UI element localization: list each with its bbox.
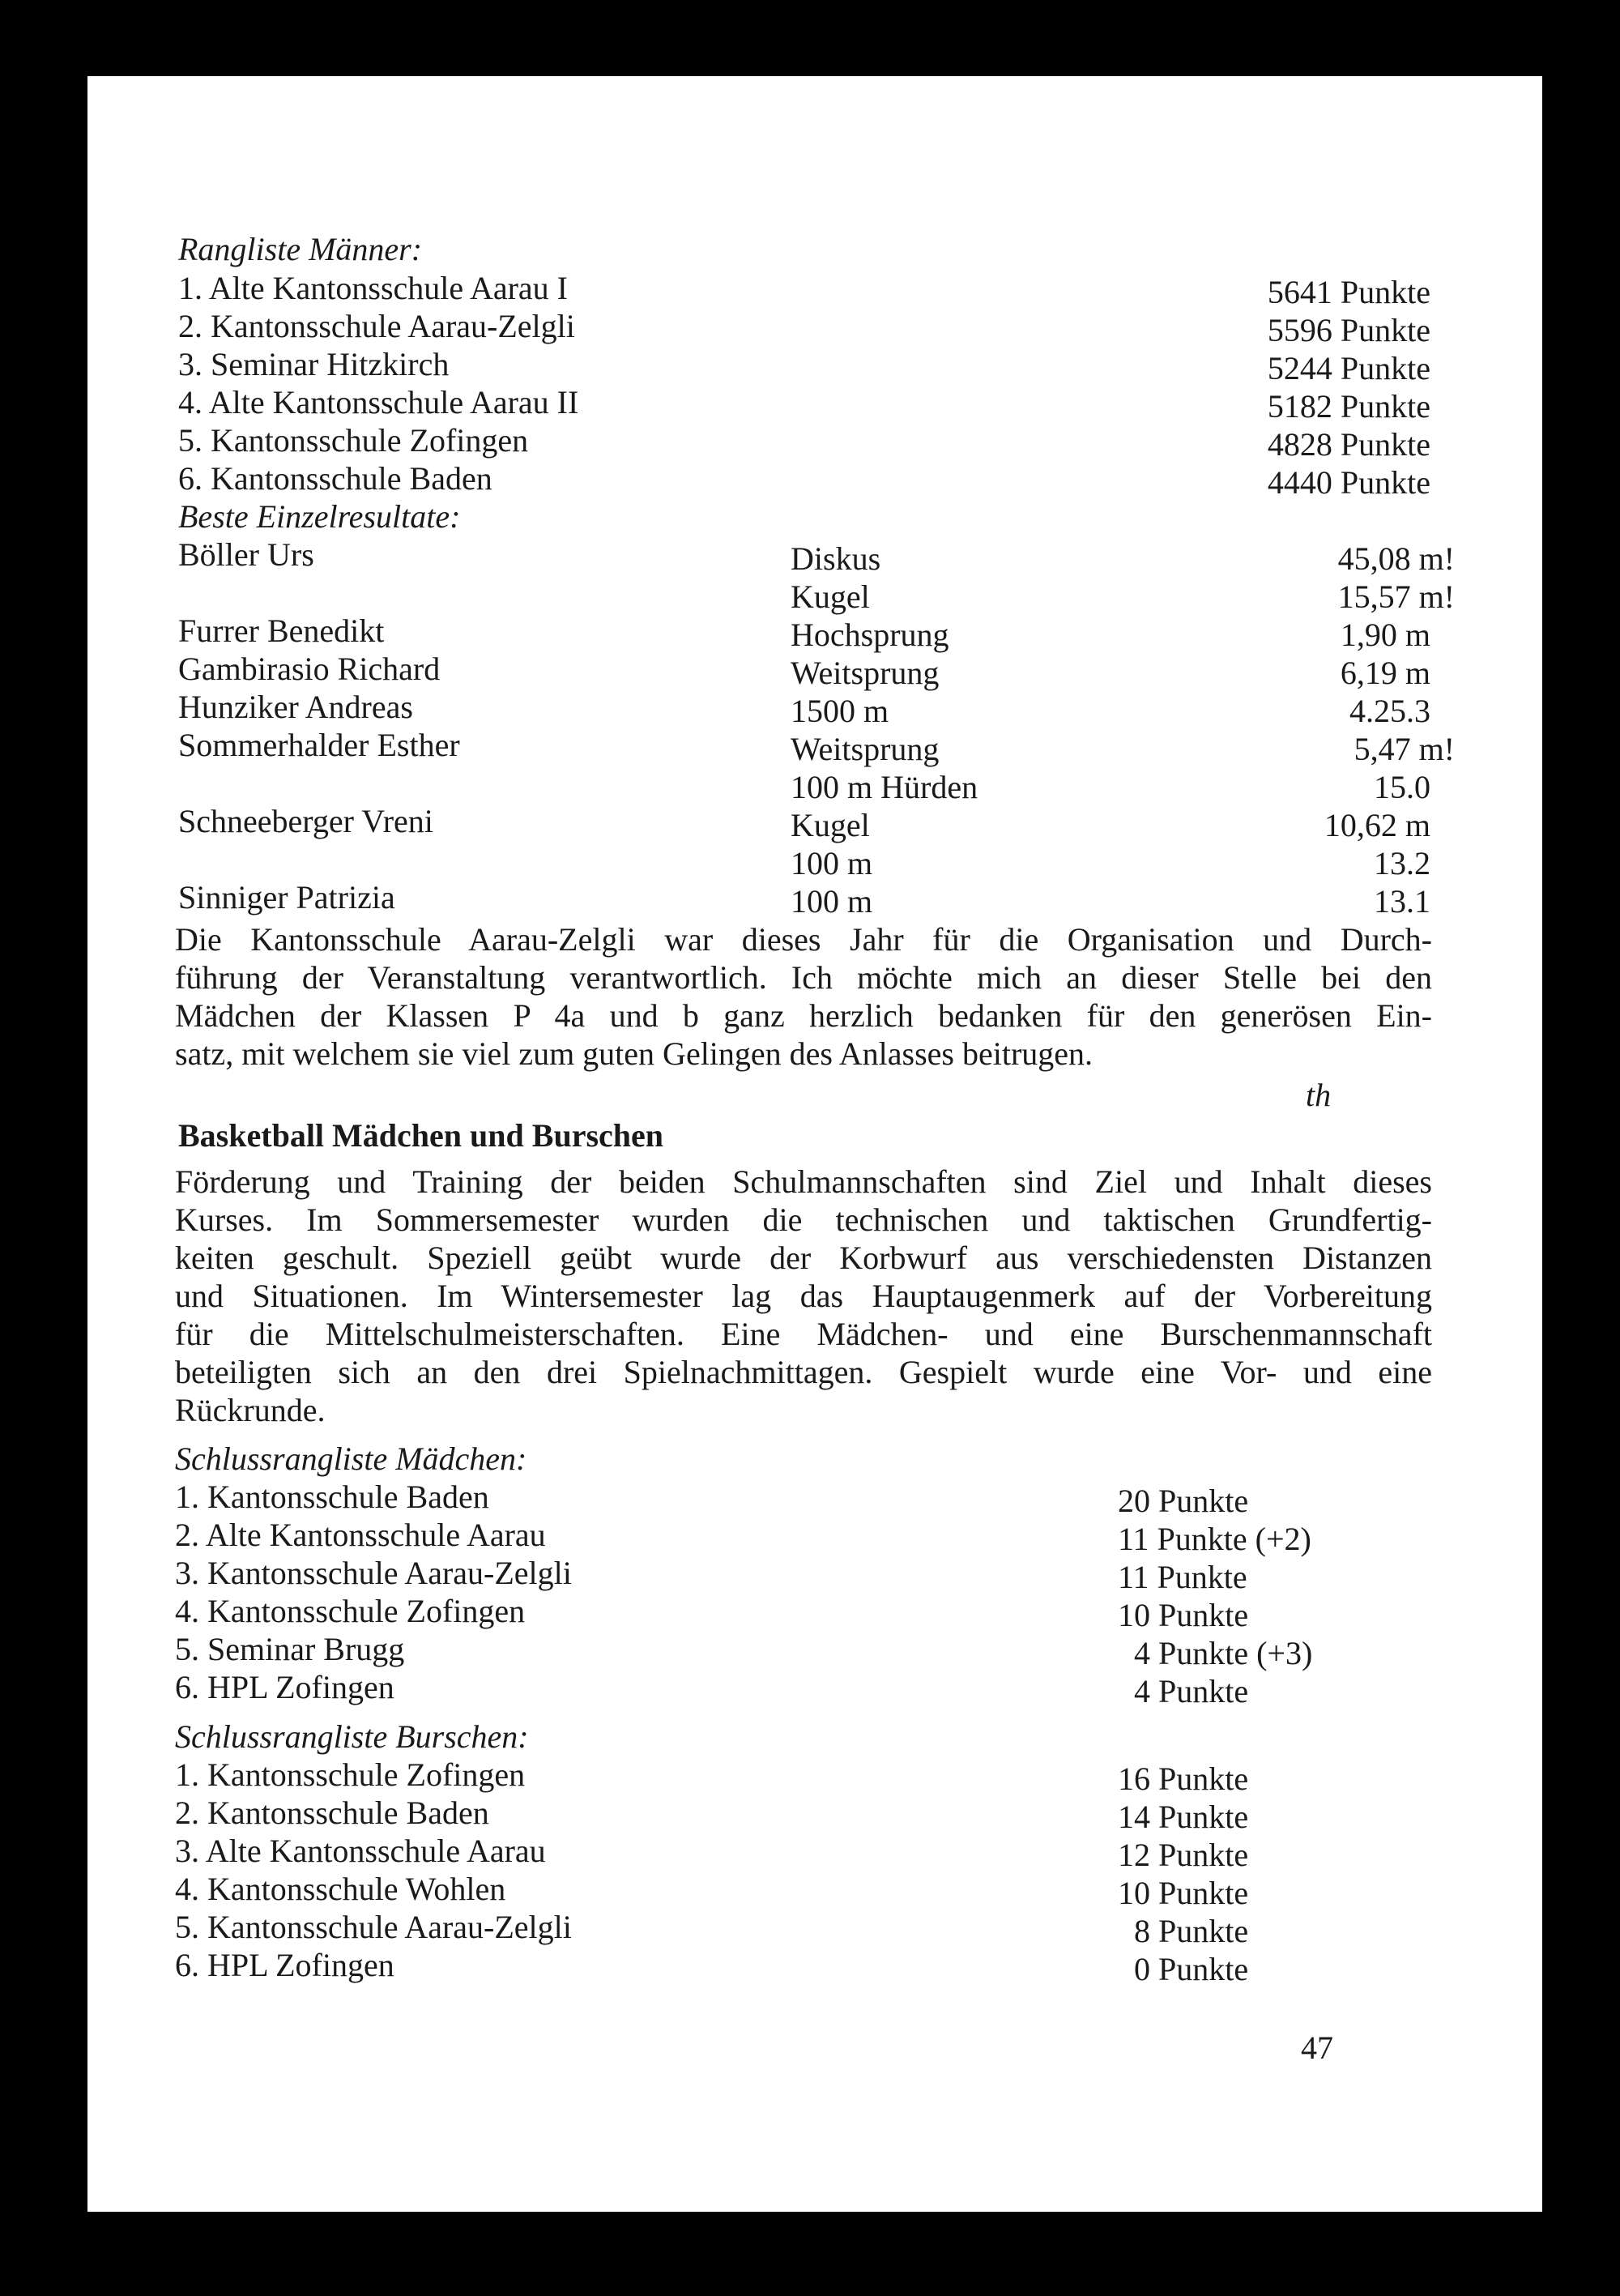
result-value: 4.25.3 [1349,693,1430,729]
girls-rank-6: 6. HPL Zofingen [175,1669,394,1705]
boys-points-4: 10 Punkte [1118,1875,1249,1911]
men-rank-5: 5. Kantonsschule Zofingen [178,422,529,459]
result-value: 15,57 m! [1337,578,1455,615]
result-discipline: 1500 m [791,693,889,729]
section-title-men: Rangliste Männer: [178,231,423,267]
men-points-3: 5244 Punkte [1267,350,1430,386]
result-name: Sinniger Patrizia [178,879,395,915]
girls-points-4: 10 Punkte [1118,1597,1249,1633]
section-title-individual: Beste Einzelresultate: [178,498,461,535]
men-points-6: 4440 Punkte [1267,464,1430,501]
result-name: Schneeberger Vreni [178,803,433,839]
section-title-girls: Schlussrangliste Mädchen: [175,1440,527,1477]
girls-points-2: 11 Punkte (+2) [1118,1521,1311,1557]
organisation-paragraph [175,920,1432,1073]
result-discipline: Weitsprung [791,731,940,767]
result-discipline: Diskus [791,540,881,577]
boys-rank-2: 2. Kantonsschule Baden [175,1795,489,1831]
men-points-5: 4828 Punkte [1267,426,1430,463]
paragraph-line: Förderung und Training der beiden Schulmannschaften sind Ziel und Inhalt dieses [175,1163,1432,1200]
paragraph-line: keiten geschult. Speziell geübt wurde der Korbwurf aus verschiedensten Distanzen [175,1240,1432,1276]
boys-rank-1: 1. Kantonsschule Zofingen [175,1756,526,1793]
paragraph-line: Die Kantonsschule Aarau-Zelgli war dieses Jahr für die Organisation und Durch- [175,921,1432,958]
result-value: 13.2 [1374,845,1430,881]
result-value: 5,47 m! [1354,731,1455,767]
result-name: Hunziker Andreas [178,689,413,725]
result-discipline: Kugel [791,807,870,843]
girls-points-3: 11 Punkte [1118,1559,1247,1595]
paragraph-line: beteiligten sich an den drei Spielnachmittagen. Gespielt wurde eine Vor- und eine [175,1354,1432,1390]
result-name: Furrer Benedikt [178,612,385,649]
boys-points-5: 8 Punkte [1134,1913,1249,1949]
result-value: 15.0 [1374,769,1430,805]
paragraph-line: Kurses. Im Sommersemester wurden die technischen und taktischen Grundfertig- [175,1201,1432,1238]
result-value: 45,08 m! [1337,540,1455,577]
men-rank-2: 2. Kantonsschule Aarau-Zelgli [178,308,575,344]
boys-rank-3: 3. Alte Kantonsschule Aarau [175,1833,546,1869]
result-discipline: 100 m [791,845,873,881]
men-points-2: 5596 Punkte [1267,312,1430,348]
men-rank-4: 4. Alte Kantonsschule Aarau II [178,384,579,420]
page-number: 47 [1301,2029,1333,2066]
paragraph-line: satz, mit welchem sie viel zum guten Gelingen des Anlasses beitrugen. [175,1035,1094,1072]
result-value: 6,19 m [1340,655,1430,691]
section-heading-basketball: Basketball Mädchen und Burschen [178,1117,664,1154]
result-discipline: Weitsprung [791,655,940,691]
girls-rank-5: 5. Seminar Brugg [175,1631,405,1667]
result-discipline: 100 m [791,883,873,920]
girls-rank-2: 2. Alte Kantonsschule Aarau [175,1517,546,1553]
girls-rank-1: 1. Kantonsschule Baden [175,1479,489,1515]
girls-rank-4: 4. Kantonsschule Zofingen [175,1593,526,1629]
girls-points-5: 4 Punkte (+3) [1134,1635,1313,1671]
paragraph-line: Mädchen der Klassen P 4a und b ganz herzlich bedanken für den generösen Ein- [175,997,1432,1034]
boys-points-1: 16 Punkte [1118,1760,1249,1797]
boys-rank-6: 6. HPL Zofingen [175,1947,394,1983]
paragraph-line: Rückrunde. [175,1392,326,1428]
men-points-1: 5641 Punkte [1267,274,1430,310]
girls-points-6: 4 Punkte [1134,1673,1249,1709]
result-discipline: 100 m Hürden [791,769,978,805]
boys-points-3: 12 Punkte [1118,1837,1249,1873]
author-signature: th [1306,1077,1332,1113]
result-discipline: Hochsprung [791,617,949,653]
girls-rank-3: 3. Kantonsschule Aarau-Zelgli [175,1555,572,1591]
girls-points-1: 20 Punkte [1118,1483,1249,1519]
boys-rank-4: 4. Kantonsschule Wohlen [175,1871,506,1907]
men-rank-6: 6. Kantonsschule Baden [178,460,492,497]
document-page [87,76,1542,2212]
result-name: Gambirasio Richard [178,651,441,687]
result-name: Sommerhalder Esther [178,727,460,763]
result-value: 13.1 [1374,883,1430,920]
men-points-4: 5182 Punkte [1267,388,1430,425]
result-value: 10,62 m [1324,807,1430,843]
men-rank-3: 3. Seminar Hitzkirch [178,346,450,382]
basketball-paragraph [175,1163,1432,1467]
men-rank-1: 1. Alte Kantonsschule Aarau I [178,270,568,306]
boys-points-6: 0 Punkte [1134,1951,1249,1987]
result-value: 1,90 m [1340,617,1430,653]
paragraph-line: und Situationen. Im Wintersemester lag das Hauptaugenmerk auf der Vorbereitung [175,1278,1432,1314]
boys-rank-5: 5. Kantonsschule Aarau-Zelgli [175,1909,572,1945]
paragraph-line: führung der Veranstaltung verantwortlich. Ich möchte mich an dieser Stelle bei den [175,959,1432,996]
paragraph-line: für die Mittelschulmeisterschaften. Eine Mädchen- und eine Burschenmannschaft [175,1316,1432,1352]
result-discipline: Kugel [791,578,870,615]
result-name: Böller Urs [178,536,314,573]
section-title-boys: Schlussrangliste Burschen: [175,1718,529,1755]
boys-points-2: 14 Punkte [1118,1799,1249,1835]
